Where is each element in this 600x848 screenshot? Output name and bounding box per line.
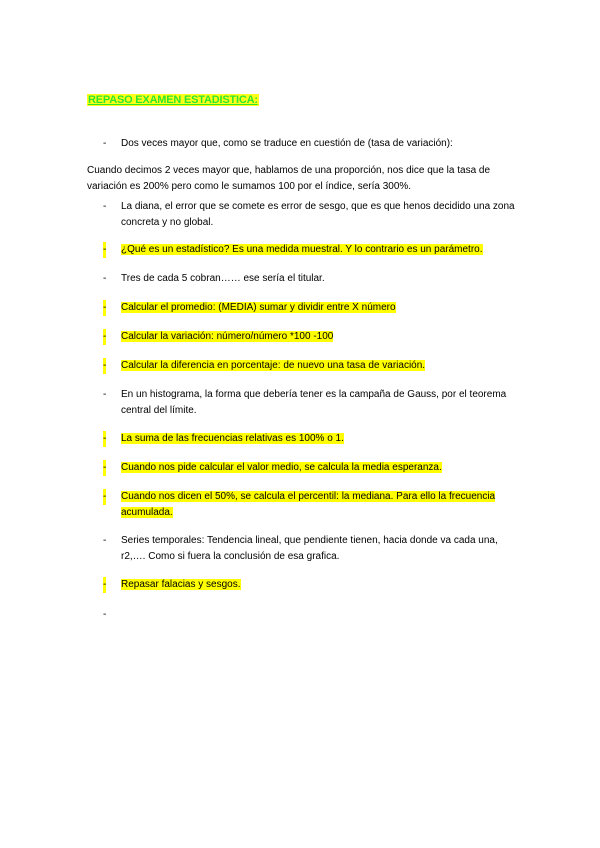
- list-item: [103, 489, 523, 521]
- list-dash: -: [103, 358, 106, 374]
- list-item: [103, 431, 523, 447]
- list-dash: -: [103, 300, 106, 316]
- list-item-text: Dos veces mayor que, como se traduce en cuestión de (tasa de variación):: [121, 138, 453, 149]
- list-dash: -: [103, 460, 106, 476]
- list-item-text: Tres de cada 5 cobran…… ese sería el titular.: [121, 273, 325, 284]
- list-dash: -: [103, 138, 107, 149]
- list-dash: -: [103, 535, 107, 546]
- list-item: [103, 271, 523, 287]
- list-item: [103, 300, 523, 316]
- list-item-text: Calcular la diferencia en porcentaje: de nuevo una tasa de variación.: [121, 360, 426, 371]
- list-item: [103, 199, 523, 231]
- list-item: [103, 577, 523, 593]
- list-dash: -: [103, 577, 106, 593]
- list-dash: -: [103, 489, 106, 505]
- list-item-text: Repasar falacias y sesgos.: [121, 579, 241, 590]
- paragraph: [87, 163, 517, 195]
- list-item: [103, 533, 523, 565]
- list-item-text: En un histograma, la forma que debería tener es la campaña de Gauss, por el teorema central del límite.: [121, 389, 507, 416]
- list-item-text: Series temporales: Tendencia lineal, que pendiente tienen, hacia donde va cada una, r2,…. Como si fuera la conclusión de esa grafica.: [121, 535, 498, 562]
- list-item: [103, 358, 523, 374]
- list-item-text: La diana, el error que se comete es error de sesgo, que es que henos decidido una zona concreta y no global.: [121, 201, 515, 228]
- list-item-text: Calcular el promedio: (MEDIA) sumar y dividir entre X número: [121, 302, 396, 313]
- list-item: [103, 329, 523, 345]
- list-item: [103, 387, 523, 419]
- list-item-text: Cuando nos pide calcular el valor medio, se calcula la media esperanza.: [121, 462, 442, 473]
- list-dash: -: [103, 242, 106, 258]
- document-title: REPASO EXAMEN ESTADISTICA:: [88, 94, 258, 106]
- list-dash: -: [103, 201, 107, 212]
- list-dash: -: [103, 431, 106, 447]
- list-dash: -: [103, 329, 106, 345]
- list-item-text: La suma de las frecuencias relativas es 100% o 1.: [121, 433, 344, 444]
- list-item-text: Cuando nos dicen el 50%, se calcula el percentil: la mediana. Para ello la frecuencia acumulada.: [121, 491, 496, 518]
- list-item: [103, 136, 523, 152]
- paragraph-text: Cuando decimos 2 veces mayor que, hablamos de una proporción, nos dice que la tasa de variación es 200% pero como le sumamos 100 por el índice, sería 300%.: [87, 165, 491, 192]
- list-dash: -: [103, 389, 107, 400]
- list-dash: -: [103, 273, 107, 284]
- list-item: [103, 460, 523, 476]
- list-item-text: Calcular la variación: número/número *100 -100: [121, 331, 334, 342]
- list-item: [103, 242, 523, 258]
- list-dash: -: [103, 609, 107, 620]
- list-item-text: ¿Qué es un estadístico? Es una medida muestral. Y lo contrario es un parámetro.: [121, 244, 483, 255]
